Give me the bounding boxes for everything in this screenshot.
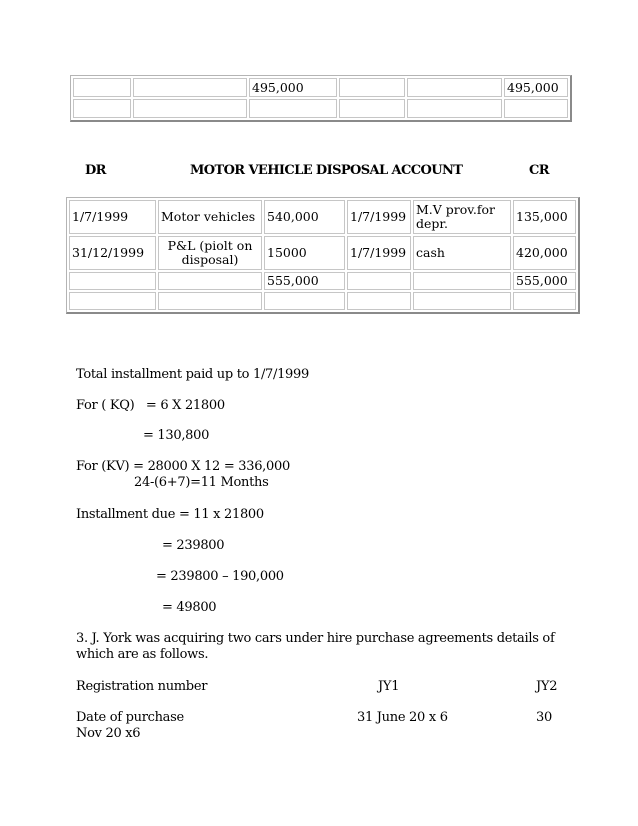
table-cell [133, 78, 247, 97]
table-cell [413, 272, 511, 290]
table-cell [158, 272, 262, 290]
table-row [69, 272, 576, 290]
table-cell [73, 99, 131, 118]
table-row [69, 236, 576, 270]
table-cell [407, 99, 502, 118]
table-row [73, 99, 568, 118]
date-jy1: 31 June 20 x 6 [357, 710, 448, 725]
total-cell: 555,000 [264, 272, 345, 290]
date-cell: 1/7/1999 [69, 200, 156, 234]
table-cell [413, 292, 511, 310]
table-cell [69, 272, 156, 290]
date-cell: 31/12/1999 [69, 236, 156, 270]
amount-cell: 15000 [264, 236, 345, 270]
workings-line: = 239800 [162, 538, 225, 553]
question-text: which are as follows. [76, 647, 209, 662]
table-cell [73, 78, 131, 97]
registration-label: Registration number [76, 679, 208, 694]
table-cell [133, 99, 247, 118]
workings-line: = 49800 [162, 600, 217, 615]
question-text: 3. J. York was acquiring two cars under hire purchase agreements details of [76, 631, 555, 646]
table-row [69, 200, 576, 234]
date-of-purchase-label: Date of purchase [76, 710, 184, 725]
account-title: MOTOR VEHICLE DISPOSAL ACCOUNT [190, 163, 463, 178]
table-cell [347, 292, 411, 310]
workings-line: For ( KQ) = 6 X 21800 [76, 398, 225, 413]
amount-cell: 540,000 [264, 200, 345, 234]
table-row [73, 78, 568, 97]
table-cell: 495,000 [504, 78, 568, 97]
table-cell [504, 99, 568, 118]
table-row [69, 292, 576, 310]
date-jy2-continued: Nov 20 x6 [76, 726, 141, 741]
description-cell: P&L (piolt on disposal) [158, 236, 262, 270]
workings-line: For (KV) = 28000 X 12 = 336,000 [76, 459, 290, 474]
table-cell [264, 292, 345, 310]
date-jy2: 30 [536, 710, 552, 725]
table-cell [339, 78, 405, 97]
table-cell [158, 292, 262, 310]
description-cell: cash [413, 236, 511, 270]
registration-jy2: JY2 [536, 679, 558, 694]
dr-label: DR [85, 163, 106, 178]
date-cell: 1/7/1999 [347, 200, 411, 234]
table-cell [347, 272, 411, 290]
amount-cell: 135,000 [513, 200, 576, 234]
workings-line: = 130,800 [143, 428, 210, 443]
disposal-account-table [66, 197, 580, 314]
amount-cell: 420,000 [513, 236, 576, 270]
workings-line: Installment due = 11 x 21800 [76, 507, 264, 522]
workings-line: = 239800 – 190,000 [156, 569, 284, 584]
workings-line: 24-(6+7)=11 Months [134, 475, 269, 490]
table-cell: 495,000 [249, 78, 337, 97]
table-cell [249, 99, 337, 118]
date-cell: 1/7/1999 [347, 236, 411, 270]
table-cell [339, 99, 405, 118]
registration-jy1: JY1 [378, 679, 400, 694]
table-cell [513, 292, 576, 310]
description-cell: Motor vehicles [158, 200, 262, 234]
top-ledger-table [70, 75, 572, 122]
table-cell [407, 78, 502, 97]
workings-heading: Total installment paid up to 1/7/1999 [76, 367, 309, 382]
description-cell: M.V prov.for depr. [413, 200, 511, 234]
cr-label: CR [529, 163, 549, 178]
total-cell: 555,000 [513, 272, 576, 290]
table-cell [69, 292, 156, 310]
